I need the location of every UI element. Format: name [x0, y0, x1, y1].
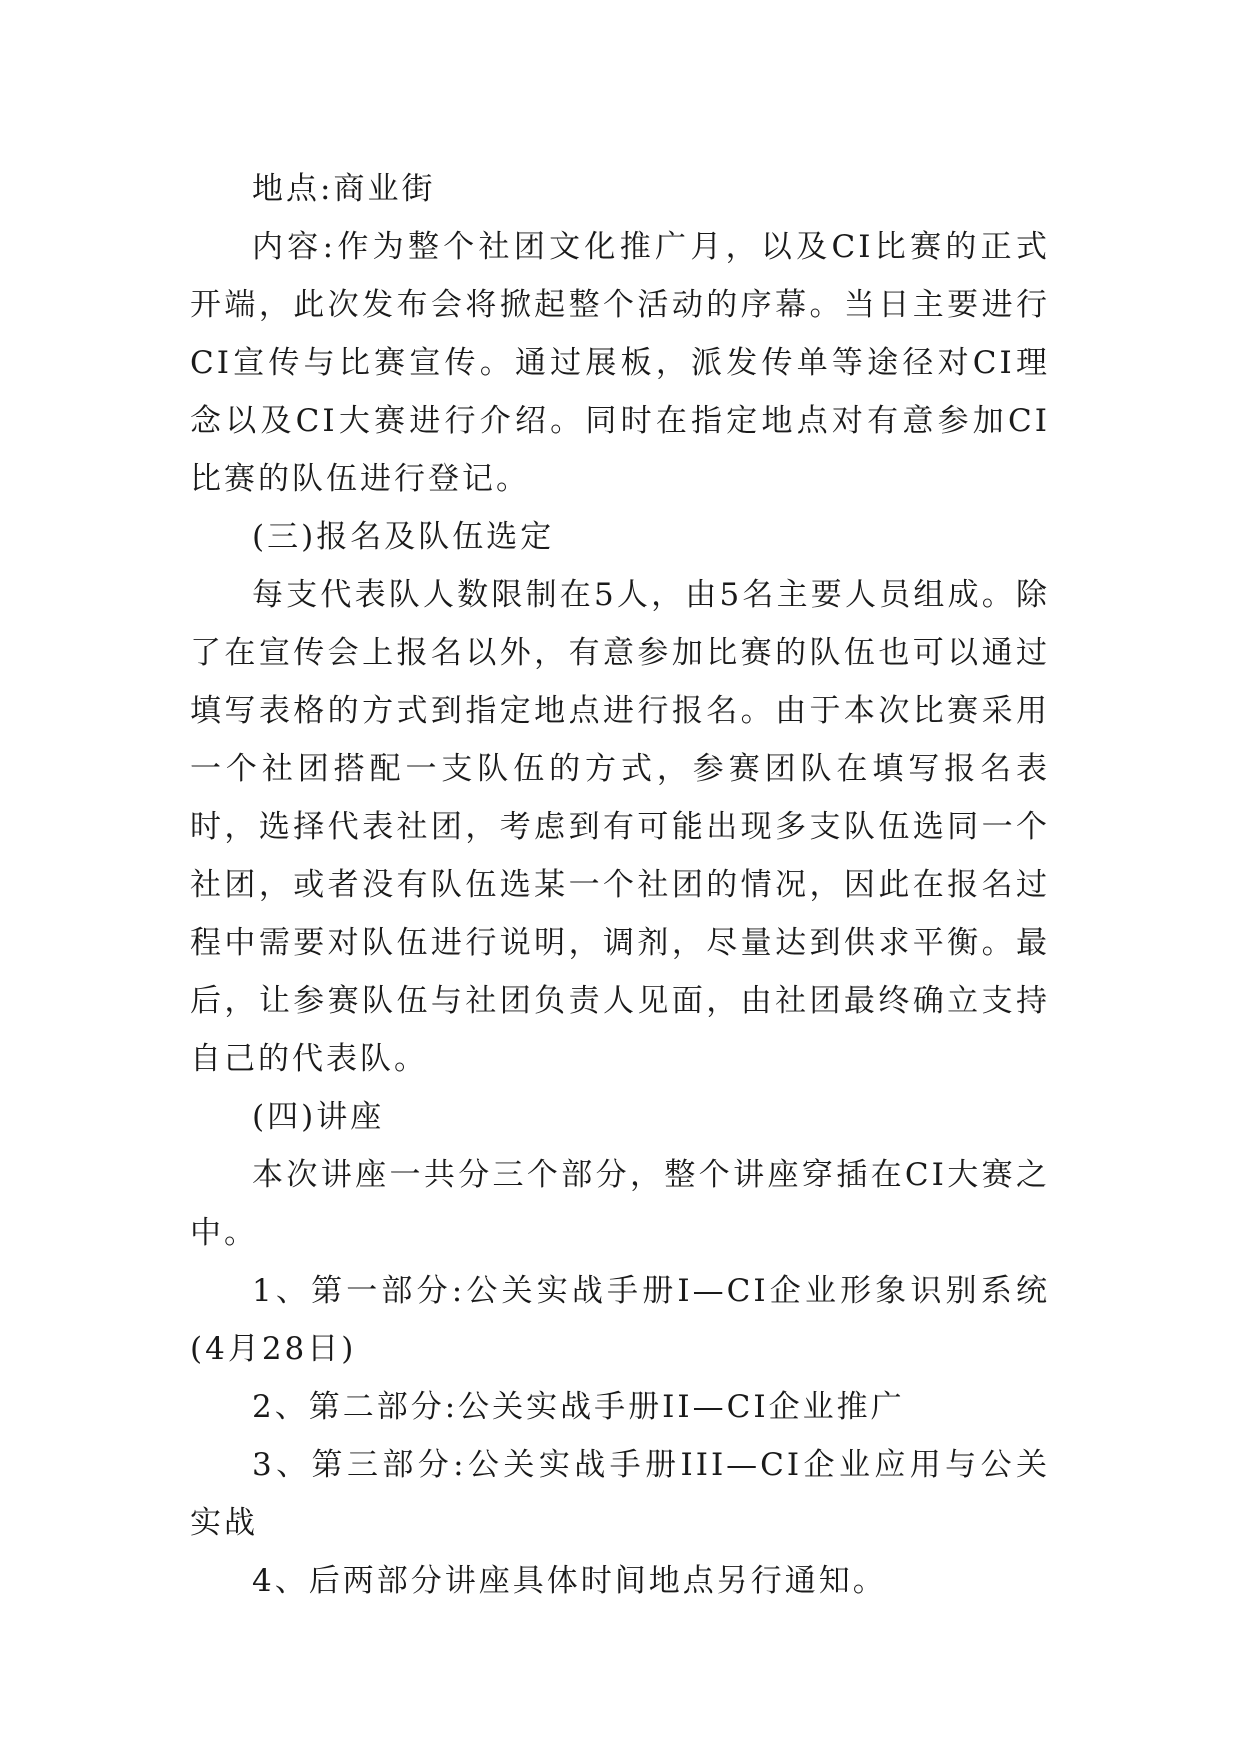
location-line: 地点:商业街	[252, 171, 436, 207]
content-paragraph: 内容:作为整个社团文化推广月，以及CI比赛的正式开端，此次发布会将掀起整个活动的序幕。当日主要进行CI宣传与比赛宣传。通过展板，派发传单等途径对CI理念以及CI大赛进行介绍。同时在指定地点对有意参加CI比赛的队伍进行登记。	[190, 229, 1050, 497]
document-body	[190, 160, 1050, 1610]
list-item: 4、后两部分讲座具体时间地点另行通知。	[252, 1563, 887, 1599]
list-item: 3、第三部分:公关实战手册III—CI企业应用与公关实战	[190, 1447, 1050, 1541]
list-item: 1、第一部分:公关实战手册I—CI企业形象识别系统(4月28日)	[190, 1273, 1050, 1367]
section-3-paragraph: 每支代表队人数限制在5人，由5名主要人员组成。除了在宣传会上报名以外，有意参加比赛的队伍也可以通过填写表格的方式到指定地点进行报名。由于本次比赛采用一个社团搭配一支队伍的方式，参赛团队在填写报名表时，选择代表社团，考虑到有可能出现多支队伍选同一个社团，或者没有队伍选某一个社团的情况，因此在报名过程中需要对队伍进行说明，调剂，尽量达到供求平衡。最后，让参赛队伍与社团负责人见面，由社团最终确立支持自己的代表队。	[190, 577, 1050, 1077]
section-4-paragraph: 本次讲座一共分三个部分，整个讲座穿插在CI大赛之中。	[190, 1157, 1050, 1251]
list-item: 2、第二部分:公关实战手册II—CI企业推广	[252, 1389, 905, 1425]
section-3-heading: (三)报名及队伍选定	[252, 519, 555, 555]
section-4-heading: (四)讲座	[252, 1099, 385, 1135]
